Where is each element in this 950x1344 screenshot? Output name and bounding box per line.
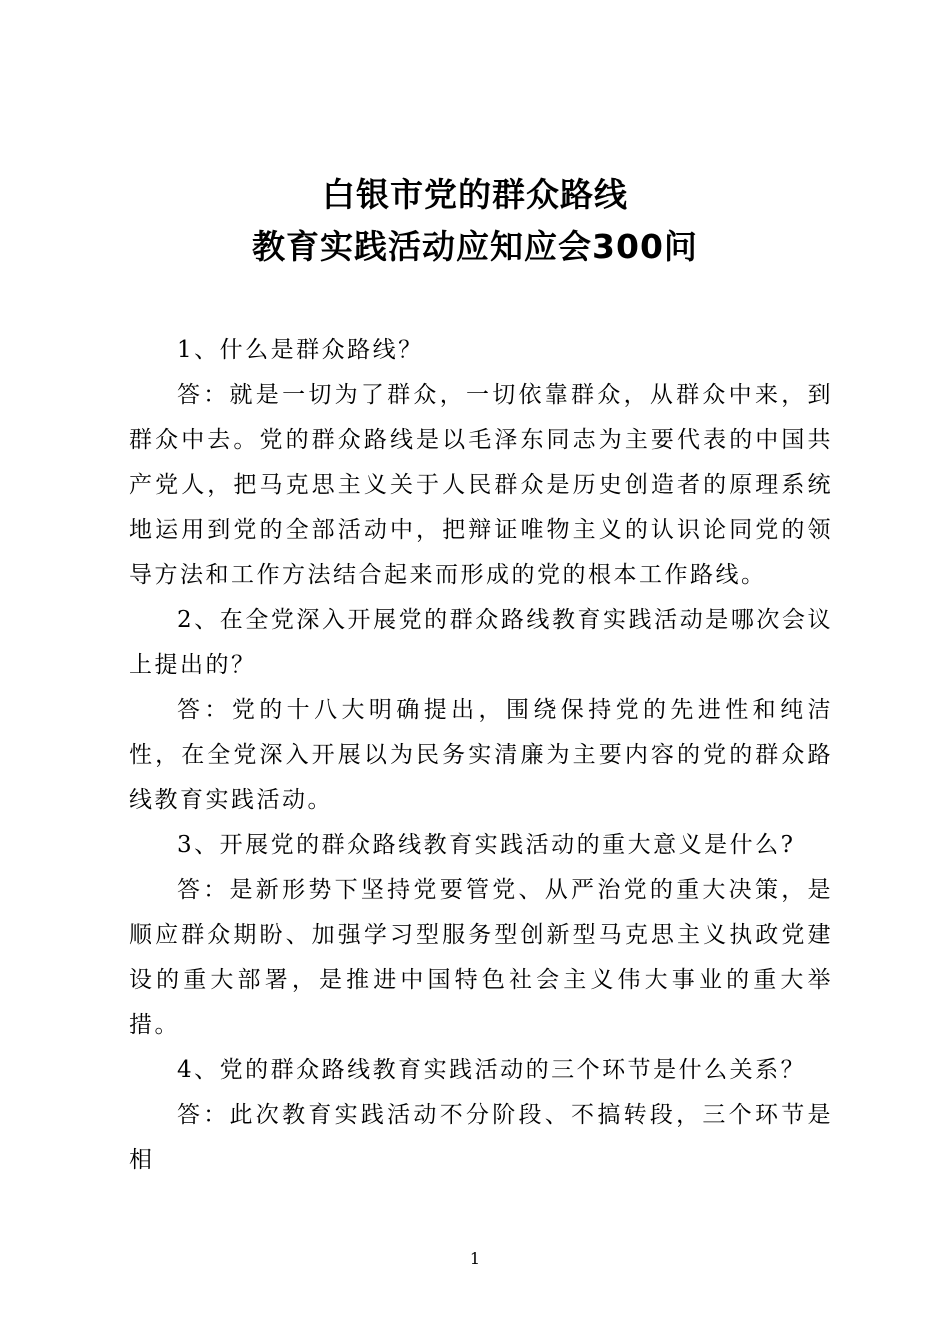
document-title-line-2: 教育实践活动应知应会300问 [252,227,698,266]
question-4: 4、党的群众路线教育实践活动的三个环节是什么关系？ [177,1057,807,1083]
question-2: 2、在全党深入开展党的群众路线教育实践活动是哪次会议上提出的？ [129,607,833,678]
question-3: 3、开展党的群众路线教育实践活动的重大意义是什么? [177,832,796,858]
answer-2: 答：党的十八大明确提出，围绕保持党的先进性和纯洁性，在全党深入开展以为民务实清廉为主要内容的党的群众路线教育实践活动。 [129,697,833,813]
document-body [129,328,833,1183]
document-title-line-1: 白银市党的群众路线 [322,175,628,214]
page-number: 1 [469,1249,481,1268]
answer-4: 答：此次教育实践活动不分阶段、不搞转段，三个环节是相 [129,1102,833,1173]
question-1: 1、什么是群众路线？ [177,337,424,363]
answer-3: 答：是新形势下坚持党要管党、从严治党的重大决策，是顺应群众期盼、加强学习型服务型创新型马克思主义执政党建设的重大部署，是推进中国特色社会主义伟大事业的重大举措。 [129,877,833,1038]
answer-1: 答：就是一切为了群众，一切依靠群众，从群众中来，到群众中去。党的群众路线是以毛泽东同志为主要代表的中国共产党人，把马克思主义关于人民群众是历史创造者的原理系统地运用到党的全部活动中，把辩证唯物主义的认识论同党的领导方法和工作方法结合起来而形成的党的根本工作路线。 [129,382,833,588]
